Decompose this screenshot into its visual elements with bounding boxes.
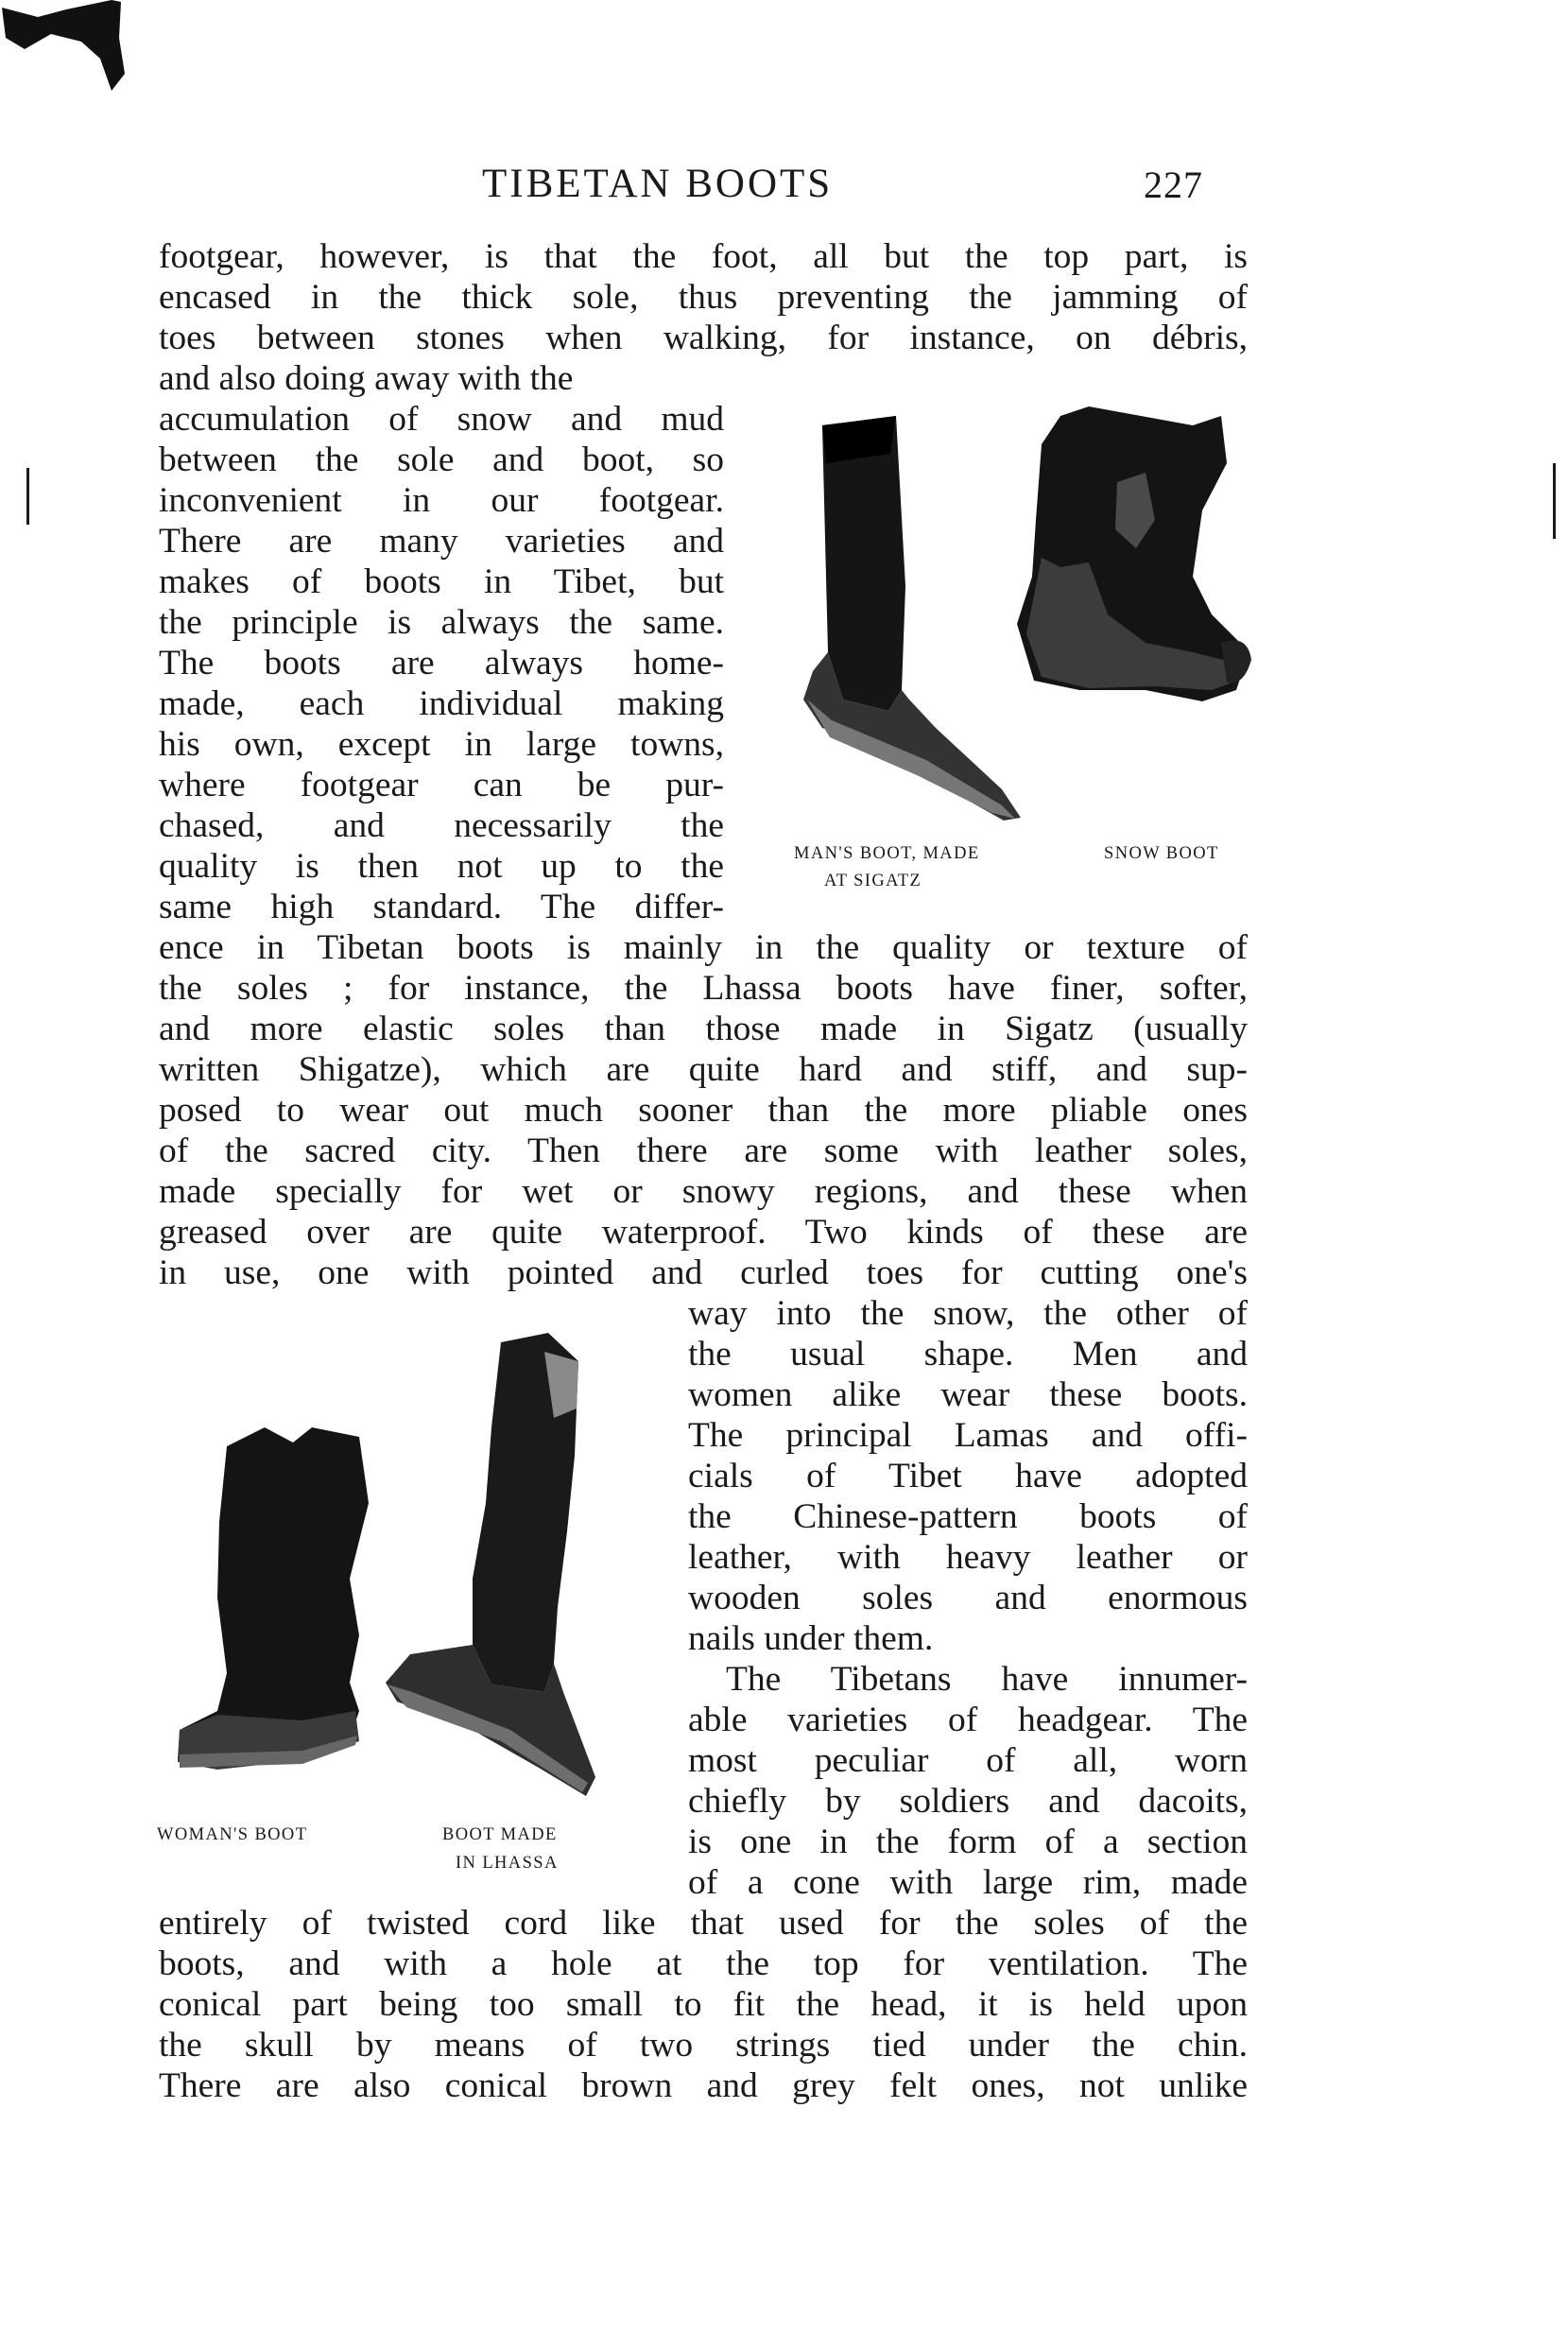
body-line: conical part being too small to fit the head, it is held upon: [159, 1985, 1248, 2024]
body-line: between the sole and boot, so: [159, 441, 724, 479]
body-line: accumulation of snow and mud: [159, 400, 724, 439]
body-line: where footgear can be pur-: [159, 766, 724, 804]
body-line: entirely of twisted cord like that used for the soles of the: [159, 1904, 1248, 1943]
body-line: women alike wear these boots.: [688, 1375, 1248, 1414]
body-line: ence in Tibetan boots is mainly in the quality or texture of: [159, 928, 1248, 967]
lhassa-boot-illustration: [369, 1333, 595, 1806]
body-line: and more elastic soles than those made in Sigatz (usually: [159, 1010, 1248, 1048]
body-line: written Shigatze), which are quite hard and stiff, and sup-: [159, 1050, 1248, 1089]
body-line: most peculiar of all, worn: [688, 1741, 1248, 1780]
body-line: and also doing away with the: [159, 359, 574, 398]
right-margin-rule: [1553, 463, 1556, 539]
body-line: toes between stones when walking, for instance, on débris,: [159, 319, 1248, 357]
body-line: posed to wear out much sooner than the more pliable ones: [159, 1091, 1248, 1130]
body-line: the soles ; for instance, the Lhassa boots have finer, softer,: [159, 969, 1248, 1008]
body-line: quality is then not up to the: [159, 847, 724, 886]
body-line: of the sacred city. Then there are some with leather soles,: [159, 1132, 1248, 1170]
body-line: the usual shape. Men and: [688, 1335, 1248, 1374]
body-line: The boots are always home-: [159, 644, 724, 683]
body-line: way into the snow, the other of: [688, 1294, 1248, 1333]
body-line: made, each individual making: [159, 684, 724, 723]
body-line: There are also conical brown and grey felt ones, not unlike: [159, 2066, 1248, 2105]
body-line: of a cone with large rim, made: [688, 1863, 1248, 1902]
body-line: leather, with heavy leather or: [688, 1538, 1248, 1577]
body-line: chased, and necessarily the: [159, 806, 724, 845]
body-line: able varieties of headgear. The: [688, 1701, 1248, 1739]
caption-mans-boot-line1: MAN'S BOOT, MADE: [794, 844, 980, 863]
body-line: the Chinese-pattern boots of: [688, 1497, 1248, 1536]
body-line: in use, one with pointed and curled toes for cutting one's: [159, 1253, 1248, 1292]
body-line: The principal Lamas and offi-: [688, 1416, 1248, 1455]
snow-boot-illustration: [1004, 406, 1249, 709]
left-margin-rule: [26, 468, 29, 525]
body-line: wooden soles and enormous: [688, 1579, 1248, 1617]
caption-mans-boot-line2: AT SIGATZ: [824, 872, 922, 890]
corner-ink-blot: [0, 0, 132, 95]
body-line: footgear, however, is that the foot, all but the top part, is: [159, 237, 1248, 276]
body-line: made specially for wet or snowy regions, and these when: [159, 1172, 1248, 1211]
body-line: greased over are quite waterproof. Two kinds of these are: [159, 1213, 1248, 1252]
caption-lhassa-boot-line1: BOOT MADE: [442, 1825, 558, 1844]
page-number: 227: [1144, 164, 1203, 206]
womans-boot-illustration: [161, 1408, 397, 1777]
body-line: There are many varieties and: [159, 522, 724, 561]
caption-lhassa-boot-line2: IN LHASSA: [456, 1854, 559, 1873]
running-title: TIBETAN BOOTS: [482, 162, 834, 206]
body-line: same high standard. The differ-: [159, 888, 724, 926]
body-line: cials of Tibet have adopted: [688, 1457, 1248, 1495]
caption-snow-boot: SNOW BOOT: [1104, 844, 1219, 863]
body-line: makes of boots in Tibet, but: [159, 562, 724, 601]
body-line: chiefly by soldiers and dacoits,: [688, 1782, 1248, 1821]
body-line: is one in the form of a section: [688, 1823, 1248, 1861]
body-line: his own, except in large towns,: [159, 725, 724, 764]
body-line: The Tibetans have innumer-: [726, 1660, 1248, 1699]
body-line: nails under them.: [688, 1619, 934, 1658]
body-line: boots, and with a hole at the top for ventilation. The: [159, 1944, 1248, 1983]
body-line: inconvenient in our footgear.: [159, 481, 724, 520]
body-line: the principle is always the same.: [159, 603, 724, 642]
body-line: the skull by means of two strings tied under the chin.: [159, 2026, 1248, 2065]
caption-womans-boot: WOMAN'S BOOT: [157, 1825, 308, 1844]
body-line: encased in the thick sole, thus preventing the jamming of: [159, 278, 1248, 317]
